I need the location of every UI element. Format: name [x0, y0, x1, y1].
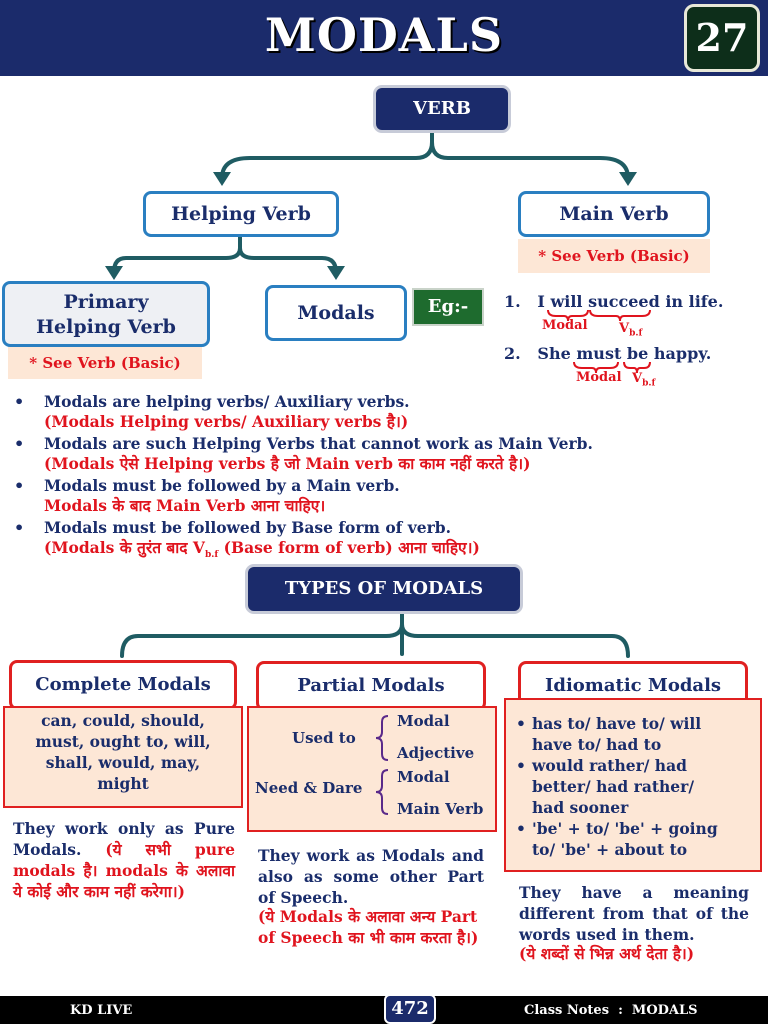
verb-root-box: VERB [376, 88, 508, 130]
example-1-modal: will [550, 292, 583, 311]
helping-to-primary-line [114, 236, 240, 272]
need-dare-modal: Modal [397, 768, 450, 786]
primary-helping-verb-box [2, 281, 210, 347]
idiomatic-modals-note-hi: (ये शब्दों से भिन्न अर्थ देता है।) [519, 944, 695, 963]
main-verb-box: Main Verb [518, 191, 710, 237]
example-1-verb-tag: $V_{b.f}$ [619, 321, 643, 339]
complete-modals-title: Complete Modals [9, 660, 237, 710]
example-2-verb-tag: $V_{b.f}$ [632, 371, 656, 389]
need-dare-label: Need & Dare [255, 779, 363, 797]
used-to-modal: Modal [397, 712, 450, 730]
example-1-verb: succeed [588, 292, 660, 311]
bullet-2: Modals are such Helping Verbs that cannot work as Main Verb. (Modals ऐसे Helping verbs है जो Main verb का काम नहीं करते है।) [44, 434, 593, 473]
footer-class-notes: Class Notes : MODALS [524, 1003, 698, 1018]
partial-modals-note-hi: (ये Modals के अलावा अन्य Part of Speech का भी काम करता है।) [258, 907, 479, 947]
types-of-modals-title: TYPES OF MODALS [248, 567, 520, 611]
verb-to-helping-line [222, 132, 432, 178]
bullet-dot: • [14, 434, 25, 453]
partial-modals-note-en: They work as Modals and also as some other Part of Speech. [258, 846, 484, 907]
primary-line1: Primary [63, 291, 149, 313]
primary-note: * See Verb (Basic) [8, 347, 202, 379]
complete-modals-list: can, could, should, must, ought to, will, shall, would, may, might [35, 711, 211, 793]
verb-to-main-line [432, 142, 628, 178]
modals-box: Modals [265, 285, 407, 341]
example-2-verb: be [626, 344, 649, 363]
example-1-num: 1. [504, 292, 521, 311]
types-to-idiomatic-line [402, 624, 628, 656]
chapter-number-badge: 27 [684, 4, 760, 72]
example-1-modal-tag: Modal [542, 318, 588, 333]
helping-verb-box: Helping Verb [143, 191, 339, 237]
need-dare-brace [372, 768, 392, 816]
bullet-dot: • [14, 518, 25, 537]
example-2-word: She [537, 344, 571, 363]
example-2-rest: happy. [653, 344, 712, 363]
used-to-label: Used to [292, 729, 356, 747]
footer-brand: KD LIVE [70, 1003, 133, 1018]
primary-line2: Helping Verb [36, 316, 176, 338]
idiomatic-modals-note-en: They have a meaning different from that of the words used in them. [519, 883, 749, 944]
need-dare-main-verb: Main Verb [397, 800, 484, 818]
example-1-rest: in life. [665, 292, 724, 311]
bullet-4: Modals must be followed by Base form of verb. (Modals के तुरंत बाद $V_{b.f}$ (Base form of verb) आना चाहिए।) [44, 518, 480, 561]
example-2-modal: must [576, 344, 622, 363]
example-1-word: I [537, 292, 545, 311]
helping-to-modals-line [240, 248, 336, 272]
main-verb-note: * See Verb (Basic) [518, 239, 710, 273]
types-to-complete-line [122, 612, 402, 656]
used-to-brace [372, 714, 392, 762]
idiomatic-modals-list: • has to/ have to/ will have to/ had to • would rather/ had better/ had rather/ had sooner • 'be' + to/ 'be' + going to/ 'be' + about to [516, 714, 718, 859]
bullet-dot: • [14, 476, 25, 495]
bullet-dot: • [14, 392, 25, 411]
complete-modals-note: They work only as Pure Modals. (ये सभी pure modals है। modals के अलावा ये कोई और काम नहीं करेगा।) [13, 819, 235, 901]
bullet-3: Modals must be followed by a Main verb. Modals के बाद Main Verb आना चाहिए। [44, 476, 400, 515]
eg-label: Eg:- [412, 288, 484, 326]
example-2-modal-tag: Modal [576, 370, 622, 385]
example-2-num: 2. [504, 344, 521, 363]
partial-modals-title: Partial Modals [256, 661, 486, 711]
idiomatic-modals-title: Idiomatic Modals [518, 661, 748, 711]
bullet-1: Modals are helping verbs/ Auxiliary verbs. (Modals Helping verbs/ Auxiliary verbs है।) [44, 392, 410, 431]
used-to-adjective: Adjective [397, 744, 475, 762]
page-title: MODALS [264, 8, 504, 62]
page-number: 472 [384, 994, 436, 1024]
